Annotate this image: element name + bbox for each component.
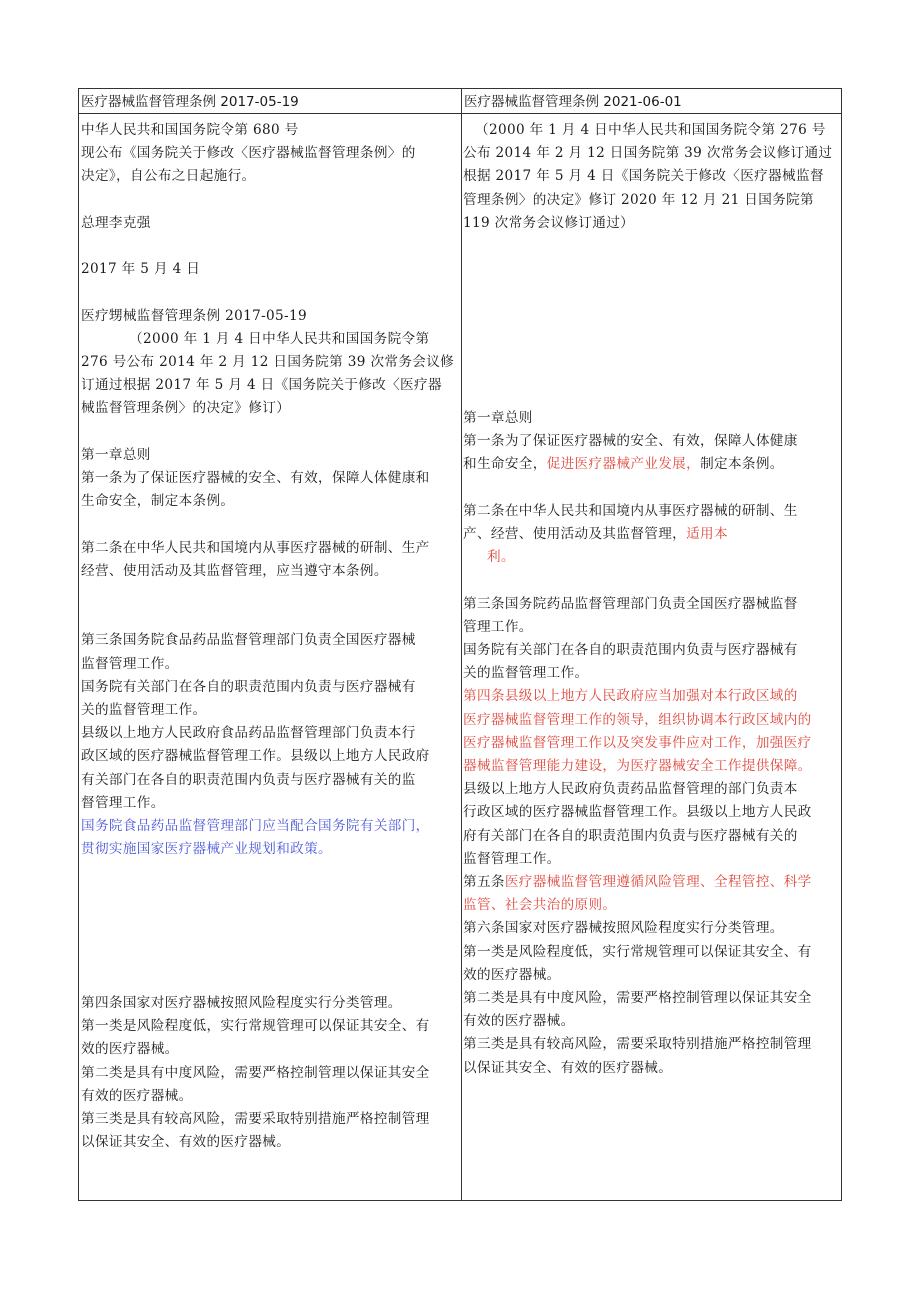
article-3-line: 政区域的医疗器械监督管理工作。县级以上地方人民政府 [81, 748, 430, 765]
added-text: 促进医疗器械产业发展， [546, 456, 701, 473]
old-version-column [81, 119, 459, 861]
article-3-line: 国务院有关部门在各自的职责范围内负责与医疗器械有 [463, 642, 798, 658]
history-line: （2000 年 1 月 4 日中华人民共和国国务院令第 [129, 330, 430, 347]
article-3-line: 县级以上地方人民政府食品药品监督管理部门负责本行 [81, 725, 416, 742]
history-line: 119 次常务会议修订通过） [463, 214, 635, 231]
regulation-title: 医疗甥械监督管理条例 2017-05-19 [81, 307, 307, 324]
added-text: 医疗器械监督管理工作以及突发事件应对工作，加强医疗 [463, 734, 812, 751]
article-4-line: 县级以上地方人民政府负责药品监督管理的部门负责本 [463, 781, 798, 798]
article-3-line: 关的监督管理工作。 [463, 665, 589, 682]
article-2-line: 第二条在中华人民共和国境内从事医疗器械的研制、生产 [81, 539, 430, 556]
added-text: 医疗器械监督管理工作的领导，组织协调本行政区域内的 [463, 711, 812, 728]
article-6-line: 第一类是风险程度低，实行常规管理可以保证其安全、有 [463, 943, 812, 960]
article-6-line: 第二类是具有中度风险，需要严格控制管理以保证其安全 [463, 990, 812, 1007]
article-6-line: 第六条国家对医疗器械按照风险程度实行分类管理。 [463, 920, 784, 937]
history-line: 械监督管理条例〉的决定》修订） [81, 400, 291, 417]
article-4-line: 行政区域的医疗器械监督管理工作。县级以上地方人民政 [463, 804, 812, 821]
article-2-line: 经营、使用活动及其监督管理，应当遵守本条例。 [81, 562, 388, 579]
history-line: 订通过根据 2017 年 5 月 4 日《国务院关于修改〈医疗器 [81, 377, 442, 394]
decree-number: 中华人民共和国国务院令第 680 号 [81, 122, 299, 138]
article-3-line: 有关部门在各自的职责范围内负责与医疗器械有关的监 [81, 771, 416, 788]
chapter-heading: 第一章总则 [463, 410, 533, 426]
header-new-version: 医疗器械监督管理条例 2021-06-01 [464, 94, 682, 110]
article-4-line: 以保证其安全、有效的医疗器械。 [81, 1134, 291, 1151]
article-2-text: 产、经营、使用活动及其监督管理， [463, 526, 687, 542]
added-text: 医疗器械监督管理遵循风险管理、全程管控、科学 [504, 874, 812, 891]
article-4-line: 第三类是具有较高风险，需要采取特别措施严格控制管理 [81, 1111, 430, 1128]
history-line: （2000 年 1 月 4 日中华人民共和国国务院令第 276 号 [475, 122, 826, 138]
article-4-line: 有效的医疗器械。 [81, 1087, 193, 1104]
chapter-heading: 第一章总则 [81, 446, 151, 463]
article-2-line [463, 523, 841, 546]
deleted-text-line: 贯彻实施国家医疗器械产业规划和政策。 [81, 841, 332, 858]
article-6-line: 第三类是具有较高风险，需要采取特别措施严格控制管理 [463, 1036, 812, 1053]
article-4-line: 第四条国家对医疗器械按照风险程度实行分类管理。 [81, 995, 402, 1011]
header-old-version: 医疗器械监督管理条例 2017-05-19 [81, 94, 299, 110]
article-3-line: 关的监督管理工作。 [81, 701, 207, 718]
added-text: 器械监督管理能力建设，为医疗器械安全工作提供保障。 [463, 758, 812, 775]
history-line: 根据 2017 年 5 月 4 日《国务院关于修改〈医疗器械监督 [463, 168, 824, 185]
article-4-line: 府有关部门在各自的职责范围内负责与医疗器械有关的 [463, 827, 798, 844]
article-1-line: 生命安全，制定本条例。 [81, 493, 235, 510]
history-line: 公布 2014 年 2 月 12 日国务院第 39 次常务会议修订通过 [463, 145, 833, 162]
column-divider [461, 89, 462, 1200]
article-6-line: 有效的医疗器械。 [463, 1013, 575, 1030]
article-6-line: 效的医疗器械。 [463, 966, 561, 983]
article-4-line: 第二类是具有中度风险，需要严格控制管理以保证其安全 [81, 1064, 430, 1081]
added-text: 监管、社会共治的原则。 [463, 897, 617, 914]
added-text: 适用本 [686, 526, 728, 542]
article-3-line: 国务院有关部门在各自的职责范围内负责与医疗器械有 [81, 678, 416, 695]
new-version-body [463, 407, 841, 1080]
history-line: 管理条例〉的决定》修订 2020 年 12 月 21 日国务院第 [463, 191, 815, 208]
added-text: 第四条县级以上地方人民政府应当加强对本行政区域的 [463, 688, 798, 705]
article-3-line: 第三条国务院药品监督管理部门负责全国医疗器械监督 [463, 595, 798, 612]
added-text: 利。 [487, 549, 515, 566]
article-3-line: 督管理工作。 [81, 794, 165, 811]
new-version-column [463, 119, 841, 235]
article-3-line: 监督管理工作。 [81, 655, 179, 672]
history-line: 276 号公布 2014 年 2 月 12 日国务院第 39 次常务会议修 [81, 353, 455, 370]
article-5-line [463, 871, 841, 894]
article-2-line: 第二条在中华人民共和国境内从事医疗器械的研制、生 [463, 502, 798, 519]
article-3-line: 管理工作。 [463, 618, 533, 635]
decree-date: 2017 年 5 月 4 日 [81, 261, 201, 278]
article-1-text: 制定本条例。 [700, 456, 784, 473]
article-4-line: 第一类是风险程度低，实行常规管理可以保证其安全、有 [81, 1018, 430, 1035]
article-1-line: 第一条为了保证医疗器械的安全、有效，保障人体健康和 [81, 469, 430, 486]
announce-line: 决定》，自公布之日起施行。 [81, 168, 256, 185]
deleted-text-line: 国务院食品药品监督管理部门应当配合国务院有关部门， [81, 817, 430, 834]
header-divider [79, 113, 841, 114]
article-1-line [463, 453, 841, 476]
article-4-line: 效的医疗器械。 [81, 1041, 179, 1058]
premier-signature: 总理李克强 [81, 214, 151, 231]
article-4-line: 监督管理工作。 [463, 850, 561, 867]
article-3-line: 第三条国务院食品药品监督管理部门负责全国医疗器械 [81, 632, 416, 649]
old-version-article-4 [81, 992, 459, 1154]
article-1-text: 和生命安全， [463, 456, 547, 473]
comparison-table [78, 88, 842, 1201]
announce-line: 现公布《国务院关于修改〈医疗器械监督管理条例〉的 [81, 145, 416, 162]
article-5-text: 第五条 [463, 874, 505, 891]
article-1-line: 第一条为了保证医疗器械的安全、有效，保障人体健康 [463, 433, 798, 450]
article-6-line: 以保证其安全、有效的医疗器械。 [463, 1059, 673, 1076]
